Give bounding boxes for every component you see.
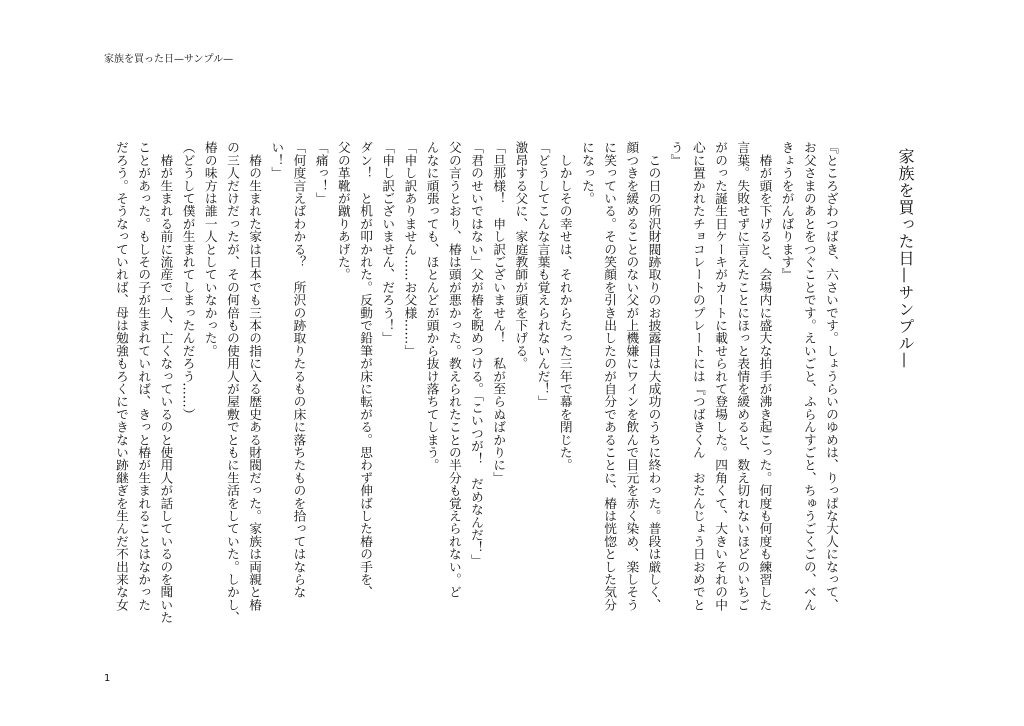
text-column: う』 bbox=[668, 141, 684, 167]
text-column: 「申し訳ありません……お父様……」 bbox=[402, 141, 418, 357]
text-column: 「何度言えばわかる？ 所沢の跡取りたるもの床に落ちたものを拾ってはならな bbox=[291, 141, 307, 599]
text-column: になった。 bbox=[579, 141, 595, 205]
text-column: だろう。そうなっていれば、母は勉強もろくにできない跡継ぎを生んだ不出来な女 bbox=[114, 141, 129, 611]
text-column: しかしその幸せは、それからたった三年で幕を閉じた。 bbox=[557, 141, 573, 472]
text-column: 椿が生まれる前に流産で一人、亡くなっているのと使用人が話しているのを聞いた bbox=[158, 141, 174, 624]
text-column: 言葉。失敗せずに言えたことにほっと表情を緩めると、数え切れないほどのいちご bbox=[735, 141, 751, 611]
text-column: ことがあった。もしその子が生まれていれば、きっと椿が生まれることはなかった bbox=[136, 141, 152, 611]
text-column: 心に置かれたチョコレートのプレートには『つばきくん おたんじょう日おめでと bbox=[690, 141, 706, 611]
text-column: 「申し訳ございません、だろう！」 bbox=[380, 141, 396, 345]
text-column: （どうして僕が生まれてしまったんだろう……） bbox=[180, 141, 196, 421]
text-column: 「君のせいではない」父が椿を睨めつける。「こいつが！ だめなんだ！」 bbox=[469, 141, 484, 567]
text-column: この日の所沢財閥跡取りのお披露目は大成功のうちに終わった。普段は厳しく、 bbox=[646, 141, 662, 611]
text-column: い！」 bbox=[269, 141, 285, 180]
vertical-body-text bbox=[110, 141, 842, 641]
text-column: きょうをがんばります』 bbox=[779, 141, 795, 281]
text-column: 『ところざわつばき、六さいです。しょうらいのゆめは、りっぱな大人になって、 bbox=[824, 141, 839, 611]
text-column: 父の革靴が蹴りあげた。 bbox=[335, 141, 351, 281]
text-column: 「旦那様！ 申し訳ございません！ 私が至らぬばかりに」 bbox=[491, 141, 507, 484]
text-column: 椿の生まれた家は日本でも三本の指に入る歴史ある財閥だった。家族は両親と椿 bbox=[247, 141, 263, 611]
page-title: 家族を買った日—サンプル— bbox=[896, 148, 915, 369]
text-column: お父さまのあとをつぐことです。えいごと、ふらんすごと、ちゅうごくごの、べん bbox=[801, 141, 817, 611]
text-column: 「どうしてこんな言葉も覚えられないんだ！」 bbox=[535, 141, 551, 408]
text-column: ダン！ と机が叩かれた。反動で鉛筆が床に転がる。思わず伸ばした椿の手を、 bbox=[358, 141, 374, 599]
text-column: 椿の味方は誰一人としていなかった。 bbox=[202, 141, 218, 357]
text-column: がのった誕生日ケーキがカートに載せられて登場した。四角くて、大きいそれの中 bbox=[713, 141, 729, 611]
text-column: の三人だけだったが、その何倍もの使用人が屋敷でともに生活をしていた。しかし、 bbox=[224, 141, 240, 624]
text-column: 父の言うとおり、椿は頭が悪かった。教えられたことの半分も覚えられない。ど bbox=[446, 141, 462, 599]
text-column: 顔つきを緩めることのない父が上機嫌にワインを飲んで目元を赤く染め、楽しそう bbox=[624, 141, 640, 611]
text-column: 「痛っ！」 bbox=[313, 141, 329, 205]
running-header: 家族を買った日—サンプル— bbox=[104, 54, 234, 65]
text-column: 椿が頭を下げると、会場内に盛大な拍手が沸き起こった。何度も何度も練習した bbox=[757, 141, 773, 611]
text-column: に笑っている。その笑顔を引き出したのが自分であることに、椿は恍惚とした気分 bbox=[602, 141, 618, 611]
text-column: んなに頑張っても、ほとんどが頭から抜け落ちてしまう。 bbox=[424, 141, 440, 472]
page-number: 1 bbox=[104, 673, 111, 684]
text-column: 激昂する父に、家庭教師が頭を下げる。 bbox=[513, 141, 529, 370]
